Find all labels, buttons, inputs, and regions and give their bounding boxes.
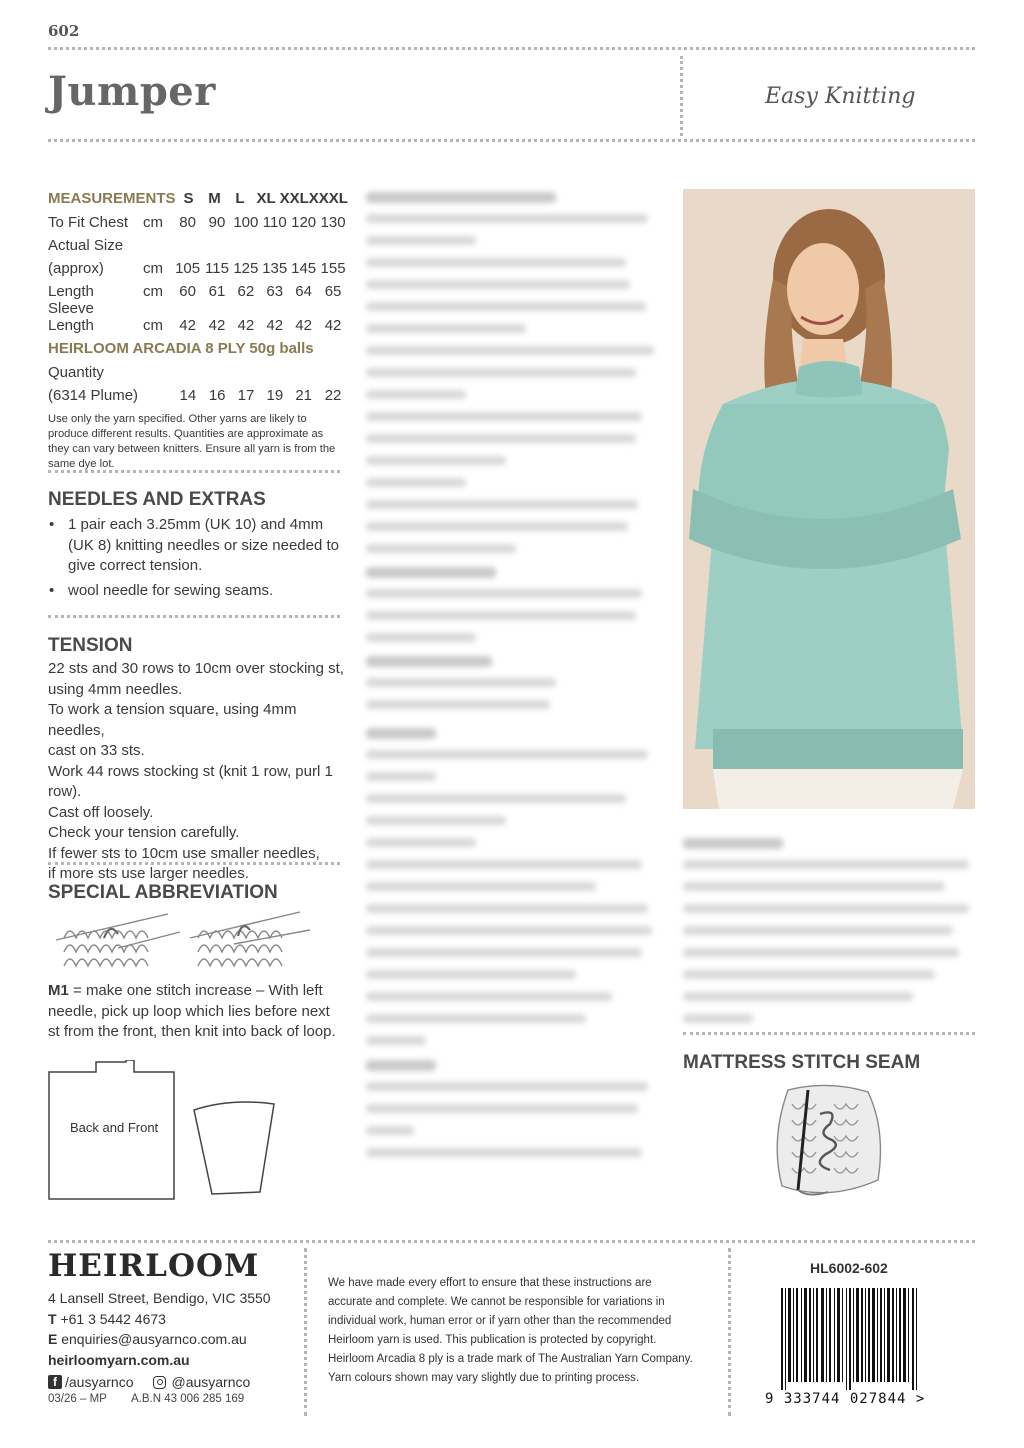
table-row: (6314 Plume) 14 16 17 19 21 22 [48, 387, 342, 404]
abbreviation-text [48, 981, 340, 1043]
website-link[interactable]: heirloomyarn.com.au [48, 1351, 190, 1368]
email[interactable]: E enquiries@ausyarnco.com.au [48, 1331, 247, 1347]
table-row: Actual Size [48, 237, 124, 254]
table-row: Sleeve Length cm 42 42 42 42 42 42 [48, 300, 342, 334]
quantity-table [48, 358, 348, 404]
tension-text: 22 sts and 30 rows to 10cm over stocking st, using 4mm needles. To work a tension square, using 4mm needles, cast on 33 sts. Work 44 rows stocking st (knit 1 row, purl 1 row). Cast off loosely. Check your tension carefully. If fewer sts to 10cm use smaller needles, if more sts use larger needles. [48, 660, 344, 882]
divider [304, 1248, 307, 1416]
divider [48, 615, 340, 618]
divider [48, 862, 340, 865]
yarn-heading: HEIRLOOM ARCADIA 8 PLY 50g balls [48, 340, 314, 357]
brand-logo: HEIRLOOM [48, 1248, 260, 1284]
page-subtitle: Easy Knitting [765, 84, 916, 109]
mattress-heading: MATTRESS STITCH SEAM [683, 1052, 921, 1073]
sleeve-piece [194, 1102, 274, 1194]
abbreviation-heading: SPECIAL ABBREVIATION [48, 882, 278, 903]
facebook-handle[interactable]: /ausyarnco [65, 1374, 134, 1390]
abbreviation-definition: = make one stitch increase – With left needle, pick up loop which lies before next st from the front, then knit into back of loop. [48, 982, 336, 1040]
size-header: XXL [279, 190, 309, 207]
divider [683, 1032, 975, 1035]
needles-section [48, 489, 344, 605]
phone: T +61 3 5442 4673 [48, 1310, 166, 1327]
back-front-label: Back and Front [70, 1120, 159, 1135]
size-header: L [235, 190, 245, 207]
product-code: HL6002-602 [810, 1260, 888, 1276]
model-photo [683, 189, 975, 809]
instagram-icon [153, 1376, 166, 1389]
list-item: • wool needle for sewing seams. [68, 581, 344, 602]
divider [48, 1240, 975, 1243]
divider [48, 139, 975, 142]
date-code: 03/26 – MP [48, 1393, 107, 1405]
social-links [48, 1372, 271, 1393]
instagram-handle[interactable]: @ausyarnco [171, 1374, 251, 1390]
tension-heading: TENSION [48, 635, 133, 656]
size-header: XL [256, 190, 276, 207]
needles-heading: NEEDLES AND EXTRAS [48, 489, 266, 510]
address: 4 Lansell Street, Bendigo, VIC 3550 [48, 1290, 271, 1306]
abbreviation-term: M1 [48, 982, 69, 999]
list-item: • 1 pair each 3.25mm (UK 10) and 4mm (UK 8) knitting needles or size needed to give correct tension. [68, 515, 344, 577]
tension-section [48, 635, 348, 885]
size-header: S [183, 190, 194, 207]
size-header: M [208, 190, 221, 207]
measurements-heading: MEASUREMENTS [48, 190, 176, 207]
needles-list [48, 515, 344, 601]
measurements-section [48, 184, 348, 472]
contact-block [48, 1288, 271, 1393]
pattern-code: 602 [48, 22, 80, 40]
divider [680, 56, 683, 136]
measurements-body [48, 208, 348, 334]
divider [48, 47, 975, 50]
table-row: (approx) cm 105 115 125 135 145 155 [48, 260, 346, 277]
table-row: To Fit Chest cm 80 90 100 110 120 130 [48, 214, 346, 231]
divider [48, 470, 340, 473]
abn: A.B.N 43 006 285 169 [131, 1393, 245, 1405]
facebook-icon: f [48, 1375, 62, 1389]
barcode [779, 1288, 921, 1390]
table-row: Quantity [48, 364, 104, 381]
mattress-stitch-illustration [768, 1080, 888, 1204]
table-row: Length cm 60 61 62 63 64 65 [48, 283, 342, 300]
size-header: XXXL [308, 190, 348, 207]
measurements-table [48, 184, 348, 207]
m1-stitch-illustration [48, 908, 328, 980]
page-title: Jumper [48, 68, 216, 115]
model-illustration [683, 189, 975, 809]
yarn-note: Use only the yarn specified. Other yarns are likely to produce different results. Quantities are approximate as they can vary between knitters. Ensure all yarn is from the same dye lot. [48, 413, 336, 470]
divider [728, 1248, 731, 1416]
disclaimer: We have made every effort to ensure that these instructions are accurate and complete. We cannot be responsible for variations in individual work, human error or if yarn other than the recommended Heirloom yarn is used. This publication is protected by copyright. Heirloom Arcadia 8 ply is a trade mark of The Australian Yarn Company. Yarn colours shown may vary slightly due to printing process. [328, 1277, 693, 1384]
barcode-number: 9 333744 027844 > [765, 1391, 926, 1407]
